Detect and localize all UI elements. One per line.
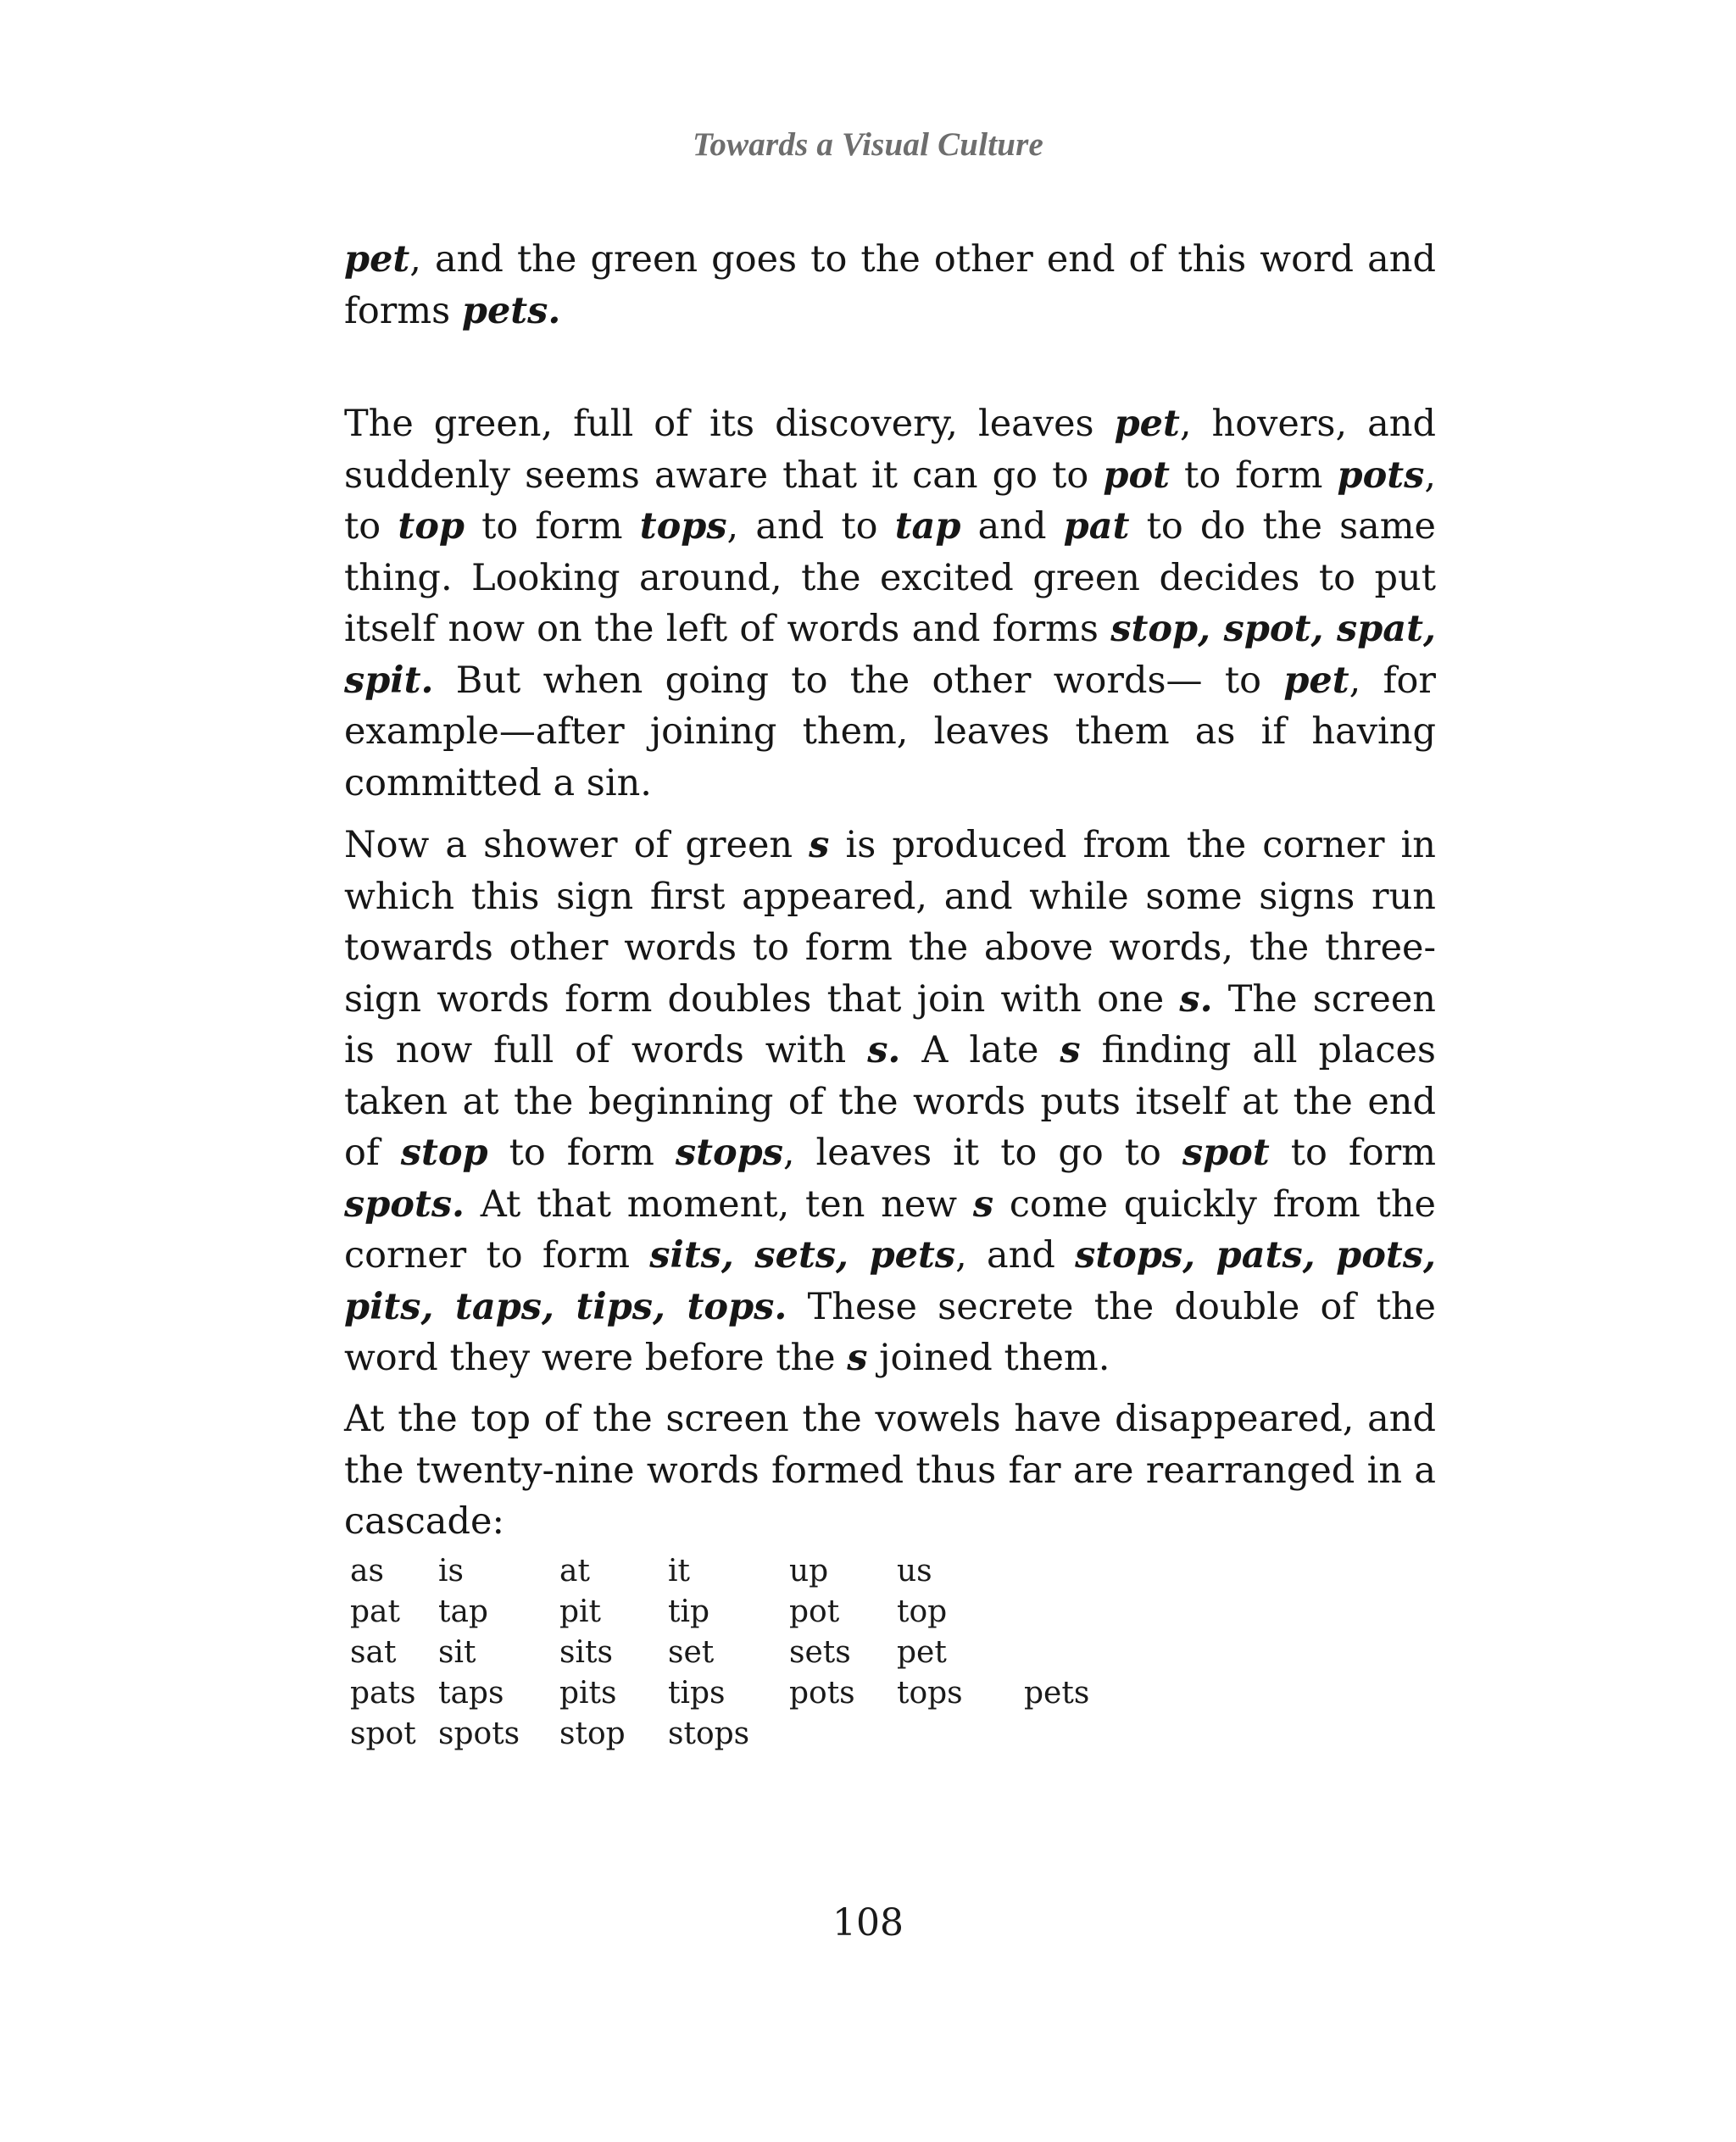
text-run: Now a shower of green [344,824,810,866]
emphasized-word: s [972,1182,994,1226]
text-run: finding all places taken at the beginning of the words puts itself at the end of [344,1029,1436,1174]
text-run: to form [487,1132,676,1174]
emphasized-word: tops [639,505,727,548]
cascade-word: pat [350,1594,400,1629]
cascade-word: set [668,1635,715,1670]
cascade-word: pots [789,1676,855,1711]
emphasized-word: s [1060,1029,1081,1071]
emphasized-word: s [847,1337,868,1379]
text-run: But when going to the other words— to [433,659,1284,702]
text-run: , leaves it to go to [782,1132,1182,1174]
cascade-word: up [789,1554,829,1588]
text-run: to form [1169,453,1338,497]
paragraph-4 [344,1394,1436,1548]
cascade-word: pets [1024,1676,1090,1711]
cascade-word: pits [559,1676,617,1711]
cascade-word: tip [668,1594,710,1629]
emphasized-word: stops [675,1132,783,1174]
text-run: to form [1269,1132,1436,1174]
text-run: , and the green goes to the other end of this word and forms [344,238,1436,332]
text-run: A late [900,1029,1060,1071]
emphasized-word: s. [867,1029,901,1071]
cascade-word: sit [438,1635,476,1670]
page-number: 108 [832,1901,904,1944]
cascade-word: sets [789,1635,851,1670]
text-run: and [960,505,1064,548]
emphasized-word: top [398,505,465,548]
text-run: is produced from the corner in which this sign first appeared, and while some signs run towards other words to form the above words, the three-sign words form doubles that join with one [344,824,1437,1021]
emphasized-word: pet [1114,403,1180,445]
emphasized-word: s [809,824,830,866]
cascade-word: tap [438,1594,488,1629]
text-run: come quickly from the corner to form [344,1182,1437,1277]
text-run: , hovers, and suddenly seems aware that it can go to [344,403,1436,497]
cascade-word: taps [438,1676,504,1711]
text-run: At the top of the screen the vowels have disappeared, and the twenty-nine words formed thus far are rearranged in a cascade: [344,1398,1436,1543]
cascade-word: tops [897,1676,963,1711]
emphasized-word: tap [894,505,961,548]
text-run: , to [344,453,1436,548]
text-run: The screen is now full of words with [344,977,1436,1071]
paragraph-1 [344,234,1436,337]
emphasized-word: spot [1182,1132,1270,1174]
cascade-word: top [897,1594,948,1629]
cascade-word: spot [350,1716,416,1751]
emphasized-word: pet [1283,659,1349,702]
cascade-word: pats [350,1676,416,1711]
emphasized-word: spots. [344,1182,465,1226]
emphasized-word: stop, spot, spat, spit. [344,608,1436,702]
emphasized-word: pets. [461,289,561,332]
cascade-word: as [350,1554,384,1588]
text-run: to do the same thing. Looking around, the excited green decides to put itself now on the left of words and forms [344,505,1436,650]
cascade-word: is [438,1554,464,1588]
paragraph-3 [344,820,1436,1384]
text-run: , for example—after joining them, leaves them as if having committed a sin. [344,659,1436,804]
emphasized-word: pot [1103,453,1170,497]
emphasized-word: pat [1063,505,1130,548]
emphasized-word: sits, sets, pets [649,1234,956,1277]
text-run: At that moment, ten new [465,1182,973,1226]
cascade-word: sits [559,1635,613,1670]
emphasized-word: stops, pats, pots, pits, taps, tips, tops. [344,1234,1436,1328]
cascade-word: tips [668,1676,726,1711]
text-run: , and to [726,505,895,548]
text-run: to form [464,505,640,548]
cascade-word: us [897,1554,932,1588]
cascade-word: stops [668,1716,750,1751]
emphasized-word: pots [1337,453,1425,497]
cascade-word: at [559,1554,590,1588]
cascade-word: sat [350,1635,397,1670]
paragraph-2 [344,398,1436,809]
text-run: The green, full of its discovery, leaves [344,403,1115,445]
text-run: , and [955,1234,1076,1277]
text-run: These secrete the double of the word they were before the [344,1285,1437,1379]
running-header: Towards a Visual Culture [692,126,1044,163]
emphasized-word: stop [400,1132,488,1174]
cascade-word: pot [789,1594,840,1629]
emphasized-word: pet [344,238,410,281]
cascade-word: spots [438,1716,520,1751]
cascade-word: pit [559,1594,602,1629]
cascade-word: stop [559,1716,626,1751]
text-run: joined them. [867,1337,1110,1379]
emphasized-word: s. [1179,977,1213,1021]
cascade-word: it [668,1554,690,1588]
cascade-word: pet [897,1635,947,1670]
